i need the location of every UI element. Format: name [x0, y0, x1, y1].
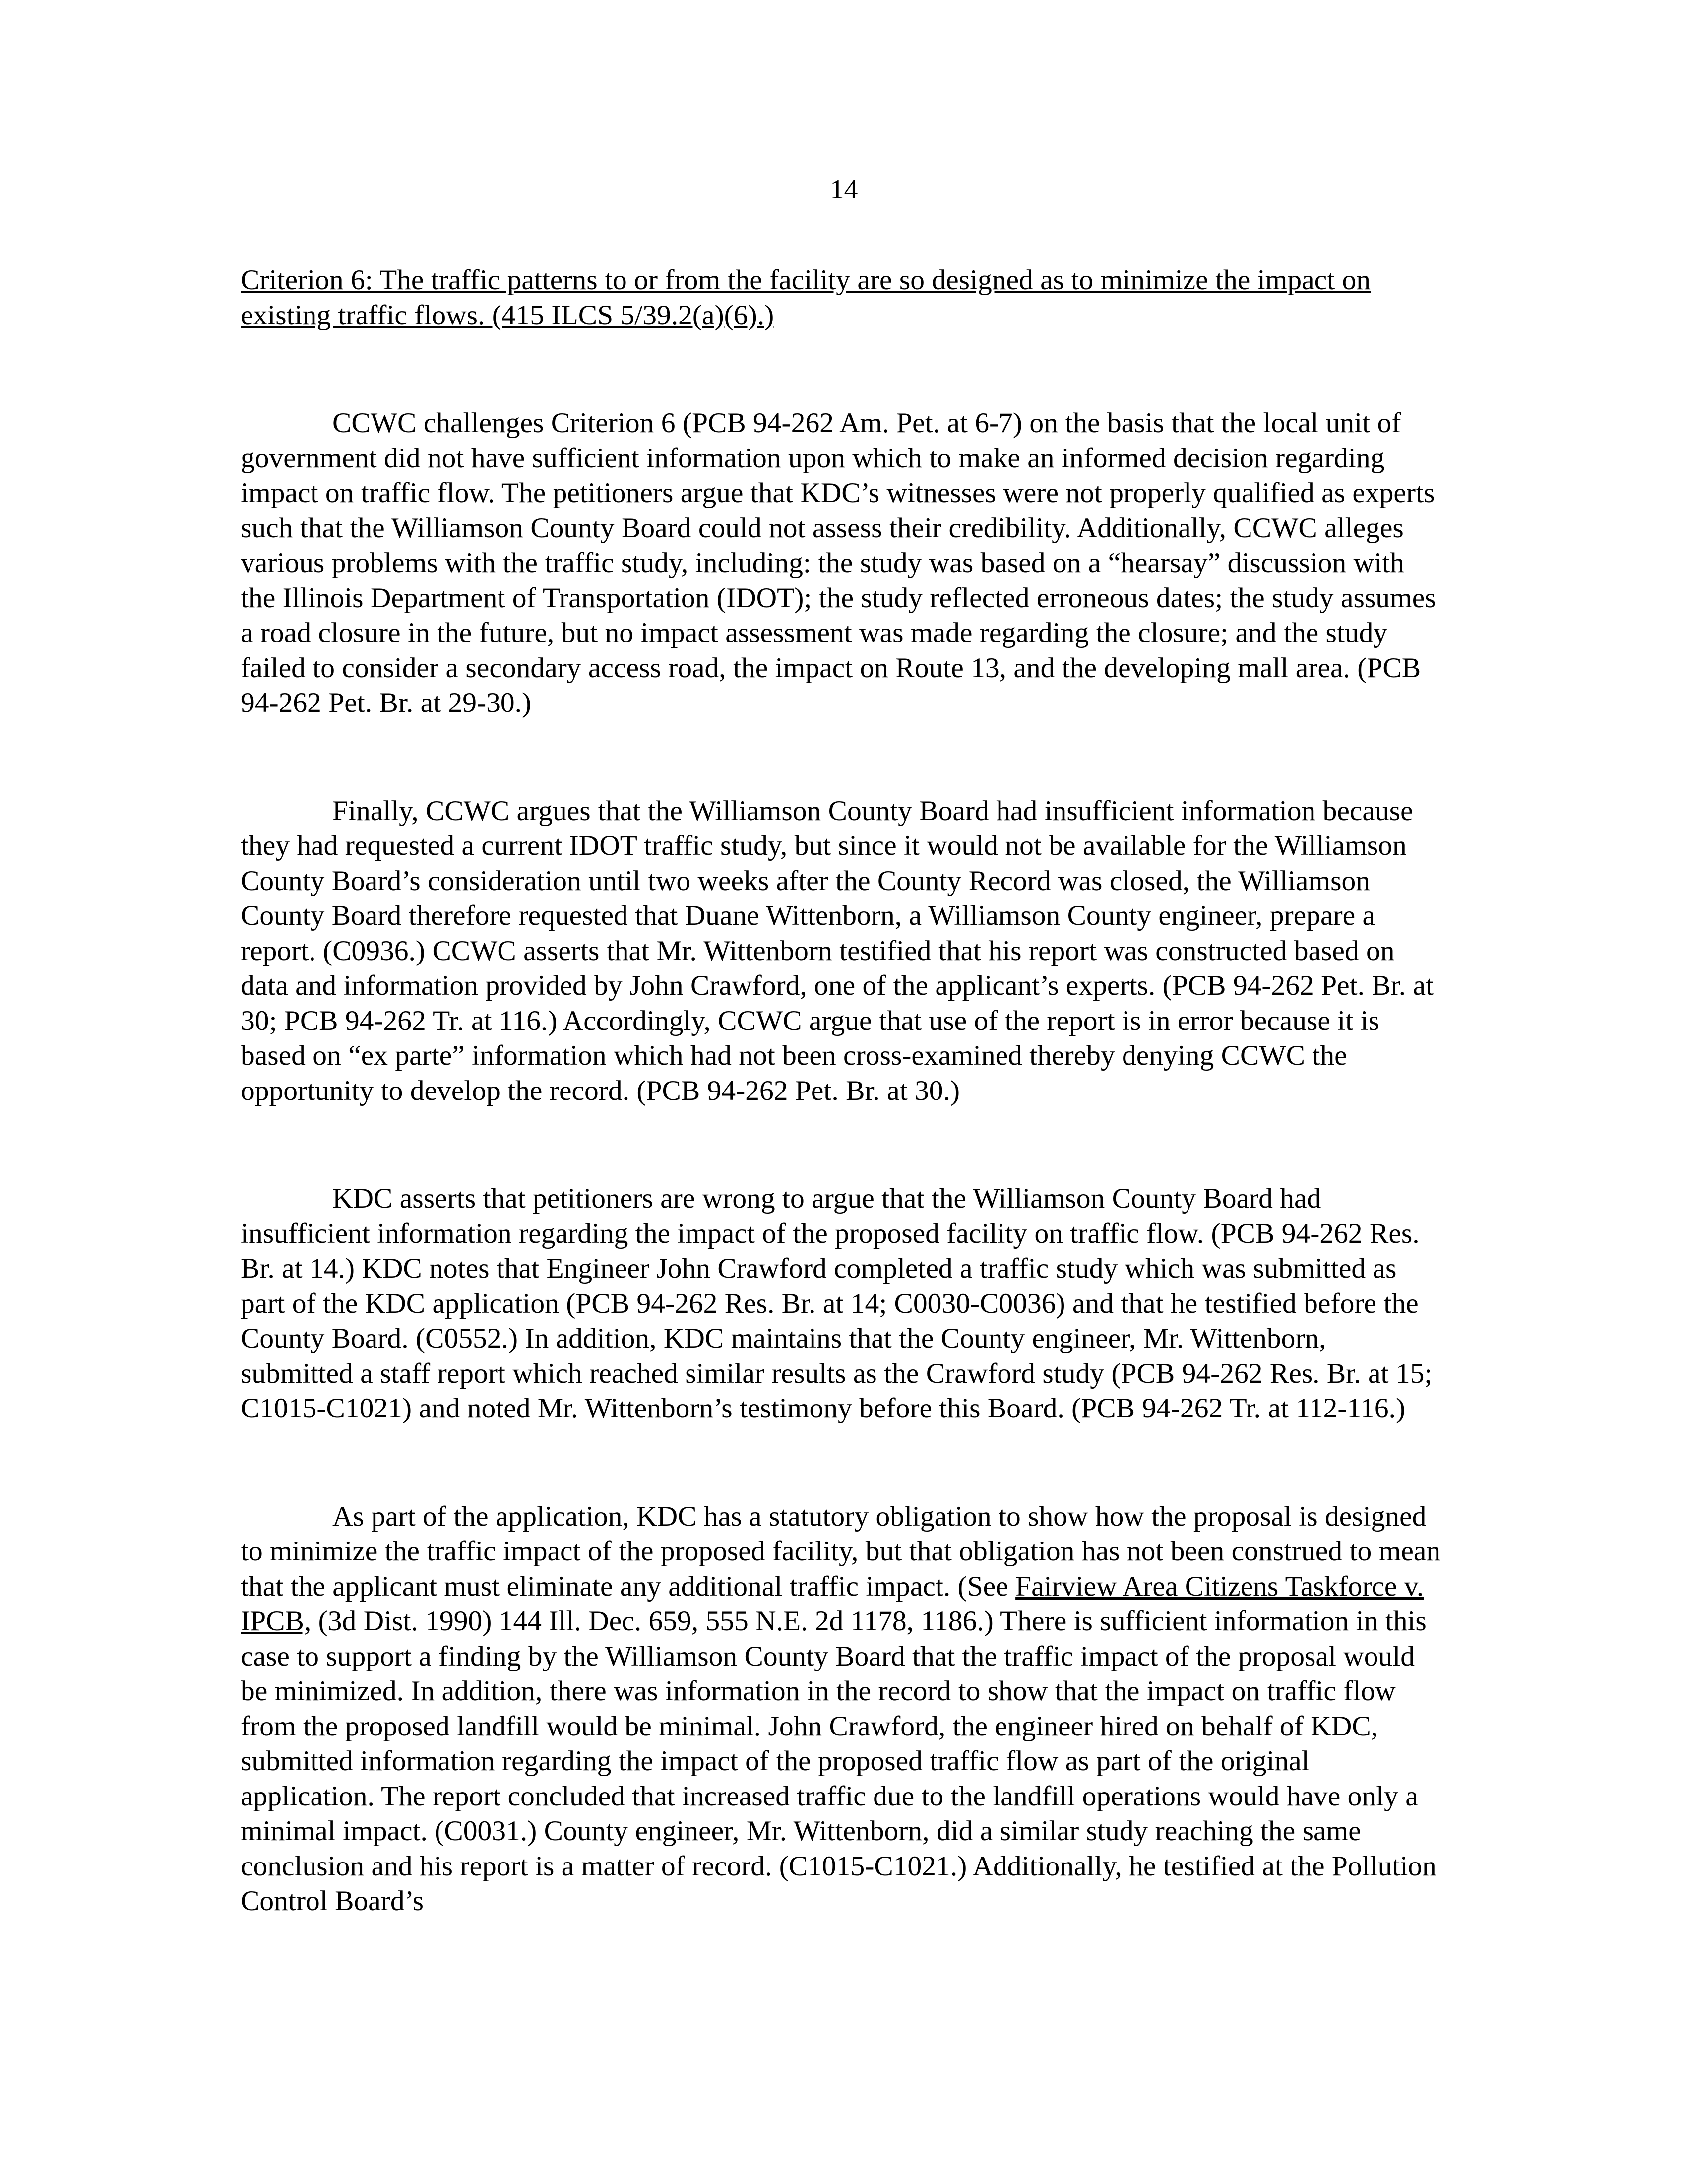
page-number: 14 — [830, 174, 858, 205]
paragraph-kdc-asserts: KDC asserts that petitioners are wrong to argue that the Williamson County Board had insufficient information regarding the impact of the proposed facility on traffic flow. (PCB 94-262 Res. Br. at 14.) KDC notes that Engineer John Crawford completed a traffic study which was submitted as part of the KDC application (PCB 94-262 Res. Br. at 14; C0030-C0036) and that he testified before the County Board. (C0552.) In addition, KDC maintains that the County engineer, Mr. Wittenborn, submitted a staff report which reached similar results as the Crawford study (PCB 94-262 Res. Br. at 15; C1015-C1021) and noted Mr. Wittenborn’s testimony before this Board. (PCB 94-262 Tr. at 112-116.) — [241, 1183, 1433, 1424]
case-citation: Fairview Area Citizens Taskforce v. IPCB, — [241, 1570, 1424, 1637]
paragraph-ccwc-insufficient-info: Finally, CCWC argues that the Williamson County Board had insufficient information because they had requested a current IDOT traffic study, but since it would not be available for the Williamson County Board’s consideration until two weeks after the County Record was closed, the Williamson County Board therefore requested that Duane Wittenborn, a Williamson County engineer, prepare a report. (C0936.) CCWC asserts that Mr. Wittenborn testified that his report was constructed based on data and information provided by John Crawford, one of the applicant’s experts. (PCB 94-262 Pet. Br. at 30; PCB 94-262 Tr. at 116.) Accordingly, CCWC argue that use of the report is in error because it is based on “ex parte” information which had not been cross-examined thereby denying CCWC the opportunity to develop the record. (PCB 94-262 Pet. Br. at 30.) — [241, 795, 1434, 1106]
paragraph-board-analysis — [241, 1499, 1441, 1919]
paragraph-text-before-case: As part of the application, KDC has a statutory obligation to show how the proposal is designed to minimize the traffic impact of the proposed facility, but that obligation has not been construed to mean that the applicant must eliminate any additional traffic impact. (See — [241, 1500, 1441, 1602]
criterion-heading: Criterion 6: The traffic patterns to or from the facility are so designed as to minimize the impact on existing traffic flows. (415 ILCS 5/39.2(a)(6).) — [241, 264, 1371, 331]
document-body — [241, 263, 1441, 1919]
paragraph-text-after-case: (3d Dist. 1990) 144 Ill. Dec. 659, 555 N.E. 2d 1178, 1186.) There is sufficient information in this case to support a finding by the Williamson County Board that the traffic impact of the proposal would be minimized. In addition, there was information in the record to show that the impact on traffic flow from the proposed landfill would be minimal. John Crawford, the engineer hired on behalf of KDC, submitted information regarding the impact of the proposed traffic flow as part of the original application. The report concluded that increased traffic due to the landfill operations would have only a minimal impact. (C0031.) County engineer, Mr. Wittenborn, did a similar study reaching the same conclusion and his report is a matter of record. (C1015-C1021.) Additionally, he testified at the Pollution Control Board’s — [241, 1606, 1437, 1917]
paragraph-ccwc-challenge: CCWC challenges Criterion 6 (PCB 94-262 Am. Pet. at 6-7) on the basis that the local unit of government did not have sufficient information upon which to make an informed decision regarding impact on traffic flow. The petitioners argue that KDC’s witnesses were not properly qualified as experts such that the Williamson County Board could not assess their credibility. Additionally, CCWC alleges various problems with the traffic study, including: the study was based on a “hearsay” discussion with the Illinois Department of Transportation (IDOT); the study reflected erroneous dates; the study assumes a road closure in the future, but no impact assessment was made regarding the closure; and the study failed to consider a secondary access road, the impact on Route 13, and the developing mall area. (PCB 94-262 Pet. Br. at 29-30.) — [241, 407, 1436, 718]
